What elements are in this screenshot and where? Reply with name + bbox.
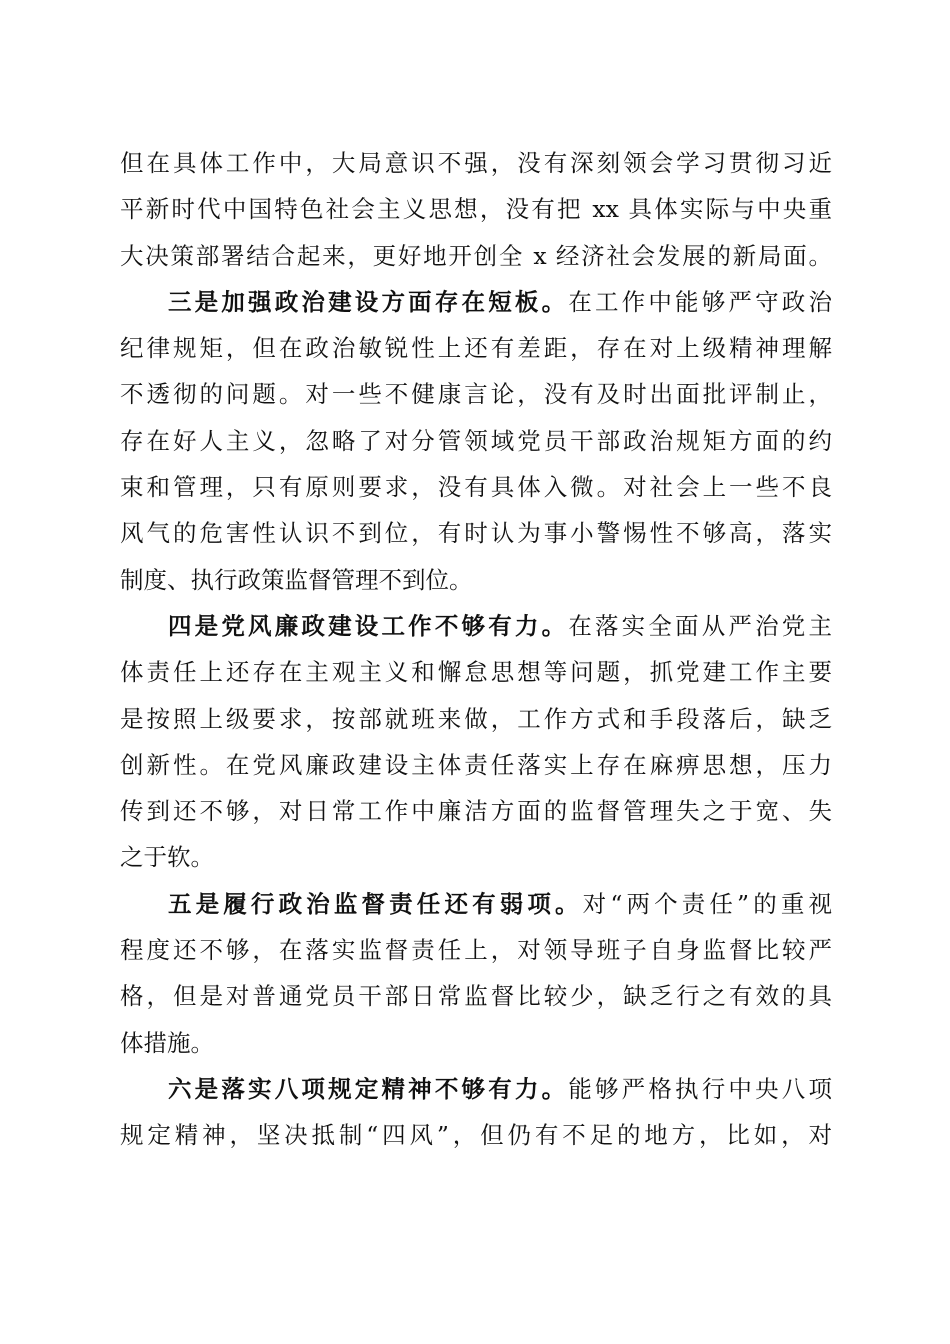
text-line: [120, 186, 832, 232]
line-text: 制度、执行政策监督管理不到位。: [120, 565, 473, 594]
line-text: 传到还不够，对日常工作中廉洁方面的监督管理失之于宽、失: [120, 797, 832, 826]
line-text: 在工作中能够严守政治: [568, 287, 832, 316]
line-text: 体措施。: [120, 1028, 214, 1057]
line-text: 体责任上还存在主观主义和懈怠思想等问题，抓党建工作主要: [120, 658, 832, 687]
line-text: 能够严格执行中央八项: [568, 1074, 832, 1103]
paragraph-first-line: [120, 279, 832, 325]
text-line: [120, 1020, 832, 1066]
text-line: [120, 557, 832, 603]
line-text: 束和管理，只有原则要求，没有具体入微。对社会上一些不良: [120, 473, 832, 502]
line-text: 不透彻的问题。对一些不健康言论，没有及时出面批评制止，: [120, 380, 832, 409]
text-line: [120, 742, 832, 788]
text-line: [120, 510, 832, 556]
paragraph-heading: 六是落实八项规定精神不够有力。: [168, 1074, 569, 1103]
text-line: [120, 834, 832, 880]
line-text: 存在好人主义，忽略了对分管领域党员干部政治规矩方面的约: [120, 426, 832, 455]
paragraph-first-line: [120, 1066, 832, 1112]
paragraph-heading: 五是履行政治监督责任还有弱项。: [168, 889, 583, 918]
document-body: [120, 140, 832, 1159]
text-line: [120, 927, 832, 973]
paragraph-first-line: [120, 603, 832, 649]
text-line: [120, 649, 832, 695]
line-text: 之于软。: [120, 843, 214, 872]
text-line: [120, 1112, 832, 1158]
line-text: 对“两个责任”的重视: [582, 889, 832, 918]
line-text: 格，但是对普通党员干部日常监督比较少，缺乏行之有效的具: [120, 982, 832, 1011]
line-text: 大决策部署结合起来，更好地开创全 x 经济社会发展的新局面。: [120, 241, 832, 270]
text-line: [120, 696, 832, 742]
line-text: 但在具体工作中，大局意识不强，没有深刻领会学习贯彻习近: [120, 149, 832, 177]
paragraph-heading: 四是党风廉政建设工作不够有力。: [168, 611, 569, 640]
line-text: 风气的危害性认识不到位，有时认为事小警惕性不够高，落实: [120, 519, 832, 548]
text-line: [120, 233, 832, 279]
paragraph-first-line: [120, 881, 832, 927]
text-line: [120, 788, 832, 834]
line-text: 规定精神，坚决抵制“四风”，但仍有不足的地方，比如，对: [120, 1121, 832, 1150]
text-line: [120, 325, 832, 371]
text-line: [120, 418, 832, 464]
line-text: 创新性。在党风廉政建设主体责任落实上存在麻痹思想，压力: [120, 750, 832, 779]
text-line: [120, 973, 832, 1019]
paragraph-heading: 三是加强政治建设方面存在短板。: [168, 287, 569, 316]
text-line: [120, 371, 832, 417]
line-text: 平新时代中国特色社会主义思想，没有把 xx 具体实际与中央重: [120, 195, 832, 224]
line-text: 程度还不够，在落实监督责任上，对领导班子自身监督比较严: [120, 936, 832, 965]
text-line: [120, 140, 832, 186]
line-text: 是按照上级要求，按部就班来做，工作方式和手段落后，缺乏: [120, 704, 832, 733]
line-text: 在落实全面从严治党主: [568, 611, 832, 640]
line-text: 纪律规矩，但在政治敏锐性上还有差距，存在对上级精神理解: [120, 334, 832, 363]
text-line: [120, 464, 832, 510]
